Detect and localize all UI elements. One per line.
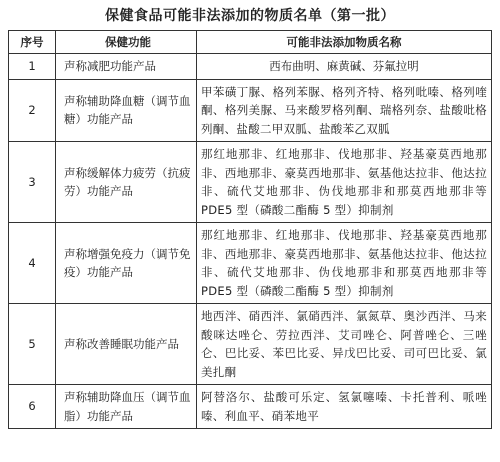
row-substances: 甲苯磺丁脲、格列苯脲、格列齐特、格列吡嗪、格列喹酮、格列美脲、马来酸罗格列酮、瑞格列奈、盐酸吡格列酮、盐酸二甲双胍、盐酸苯乙双胍 [197, 79, 492, 142]
row-function: 声称辅助降血压（调节血脂）功能产品 [56, 385, 197, 429]
header-number: 序号 [9, 31, 56, 54]
row-number: 6 [9, 385, 56, 429]
row-number: 2 [9, 79, 56, 142]
row-substances: 地西泮、硝西泮、氯硝西泮、氯氮草、奥沙西泮、马来酸咪达唑仑、劳拉西泮、艾司唑仑、阿普唑仑、三唑仑、巴比妥、苯巴比妥、异戊巴比妥、司可巴比妥、氯美扎酮 [197, 304, 492, 385]
row-substances: 阿替洛尔、盐酸可乐定、氢氯噻嗪、卡托普利、哌唑嗪、利血平、硝苯地平 [197, 385, 492, 429]
row-function: 声称辅助降血糖（调节血糖）功能产品 [56, 79, 197, 142]
row-function: 声称增强免疫力（调节免疫）功能产品 [56, 223, 197, 304]
document-title: 保健食品可能非法添加的物质名单（第一批） [105, 8, 395, 24]
row-function: 声称改善睡眠功能产品 [56, 304, 197, 385]
header-substances: 可能非法添加物质名称 [197, 31, 492, 54]
header-function: 保健功能 [56, 31, 197, 54]
table-row [9, 142, 492, 223]
substance-table [8, 30, 492, 429]
row-substances: 那红地那非、红地那非、伐地那非、羟基豪莫西地那非、西地那非、豪莫西地那非、氨基他达拉非、他达拉非、硫代艾地那非、伪伐地那非和那莫西地那非等 PDE5 型（磷酸二酯酶 5 型）抑制剂 [197, 223, 492, 304]
row-function: 声称减肥功能产品 [56, 54, 197, 80]
row-function: 声称缓解体力疲劳（抗疲劳）功能产品 [56, 142, 197, 223]
row-substances: 那红地那非、红地那非、伐地那非、羟基豪莫西地那非、西地那非、豪莫西地那非、氨基他达拉非、他达拉非、硫代艾地那非、伪伐地那非和那莫西地那非等 PDE5 型（磷酸二酯酶 5 型）抑制剂 [197, 142, 492, 223]
table-row [9, 223, 492, 304]
row-number: 1 [9, 54, 56, 80]
table-row [9, 54, 492, 80]
table-row [9, 79, 492, 142]
table-row [9, 304, 492, 385]
row-number: 3 [9, 142, 56, 223]
table-header-row [9, 31, 492, 54]
row-number: 4 [9, 223, 56, 304]
row-substances: 西布曲明、麻黄碱、芬氟拉明 [197, 54, 492, 80]
row-number: 5 [9, 304, 56, 385]
table-row [9, 385, 492, 429]
